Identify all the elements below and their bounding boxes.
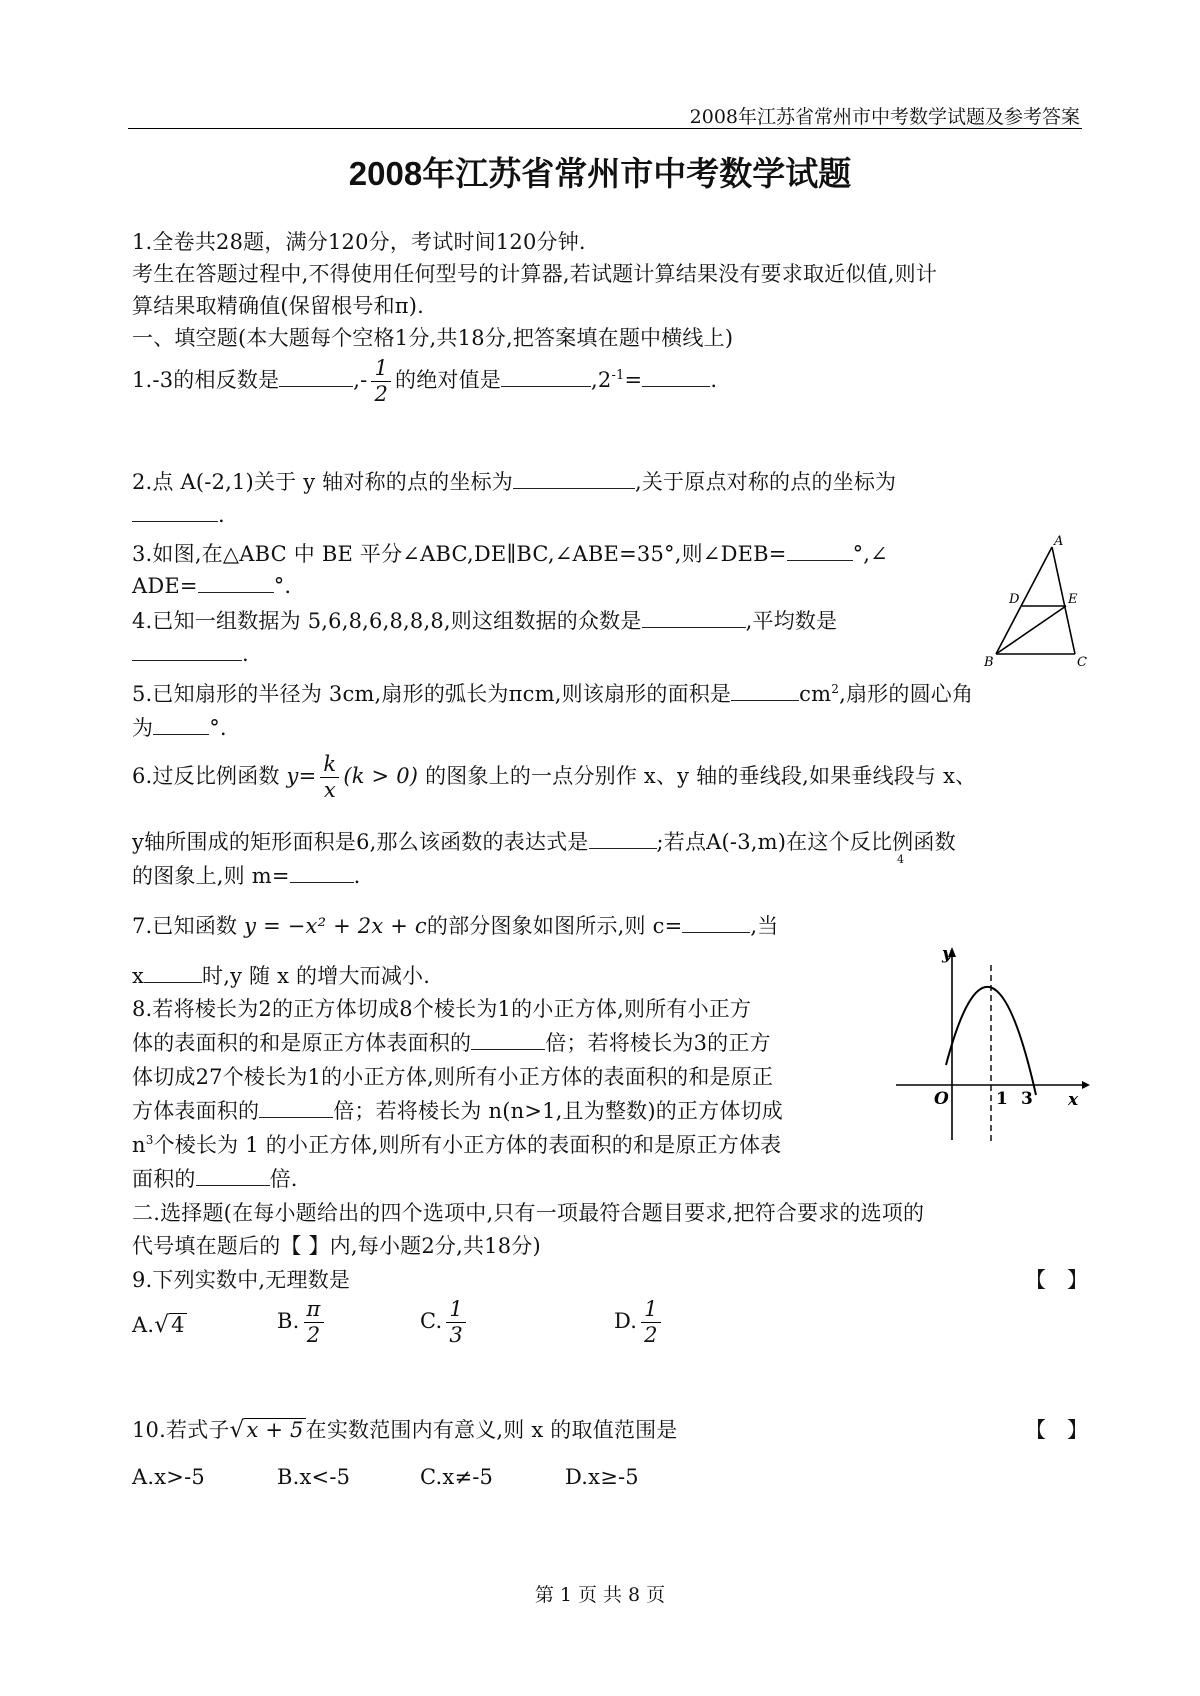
option-10d[interactable]: D.x≥-5	[565, 1465, 639, 1489]
question-8-line-5: $n^3$个棱长为 1 的小正方体,则所有小正方体的表面积的和是原正方体表	[132, 1133, 782, 1157]
label-c: C	[1077, 655, 1087, 670]
label-y: y	[942, 944, 952, 964]
page-footer: 第 1 页 共 8 页	[534, 1584, 666, 1606]
question-5-cont: 为 °.	[132, 712, 227, 742]
question-6-cont: y轴所围成的矩形面积是6,那么该函数的表达式是 ;若点A(-3,m)在这个反比例函数	[132, 826, 956, 856]
answer-blank[interactable]	[682, 911, 750, 933]
note-line-2: 考生在答题过程中,不得使用任何型号的计算器,若试题计算结果没有要求取近似值,则计	[132, 262, 938, 286]
answer-blank[interactable]	[198, 571, 274, 593]
answer-blank[interactable]	[290, 861, 354, 883]
option-9c[interactable]: C. $\frac{1}{3}$	[420, 1297, 470, 1348]
question-8-line-2: 体的表面积的和是原正方体表面积的 倍；若将棱长为3的正方	[132, 1027, 771, 1057]
question-3: 3.如图,在△ABC 中 BE 平分∠ABC,DE∥BC,∠ABE=35°,则∠DEB= °,∠	[132, 538, 888, 568]
parabola-figure	[890, 935, 1090, 1150]
question-7-cont: x 时,y 随 x 的增大而减小.	[132, 960, 430, 990]
question-6-cont-2: 的图象上,则 m= .	[132, 860, 361, 890]
option-9a[interactable]: A.√4	[132, 1312, 185, 1338]
question-8: 8.若将棱长为2的正方体切成8个棱长为1的小正方体,则所有小正方	[132, 997, 752, 1021]
answer-blank[interactable]	[787, 539, 853, 561]
section2-heading-cont: 代号填在题后的【 】内,每小题2分,共18分)	[132, 1234, 541, 1258]
option-10b[interactable]: B.x<-5	[277, 1465, 351, 1489]
question-3-cont: ADE= °.	[132, 571, 291, 598]
label-3: 3	[1021, 1089, 1033, 1109]
section2-heading: 二.选择题(在每小题给出的四个选项中,只有一项最符合题目要求,把符合要求的选项的	[132, 1201, 925, 1225]
answer-blank[interactable]	[642, 606, 746, 628]
stray-mark: 4	[897, 853, 904, 866]
option-9b[interactable]: B. $\frac{\pi}{2}$	[277, 1297, 328, 1348]
answer-blank[interactable]	[132, 639, 242, 661]
label-1: 1	[996, 1089, 1008, 1109]
option-9d[interactable]: D. $\frac{1}{2}$	[614, 1297, 665, 1348]
question-8-line-6: 面积的 倍.	[132, 1163, 298, 1193]
answer-blank[interactable]	[259, 1096, 333, 1118]
fraction-k-over-x: $\frac{k}{x}$	[320, 752, 339, 803]
running-header: 2008年江苏省常州市中考数学试题及参考答案	[689, 106, 1080, 128]
segment-be	[996, 606, 1066, 654]
question-5: 5.已知扇形的半径为 3cm,扇形的弧长为πcm,则该扇形的面积是 $cm^2$,扇形的圆心角	[132, 678, 973, 708]
question-1: 1.-3的相反数是 ,- $\frac{1}{2}$ 的绝对值是 $,2^{-1}=$ .	[132, 356, 718, 407]
answer-blank[interactable]	[132, 500, 218, 522]
label-e: E	[1068, 592, 1078, 607]
answer-blank[interactable]	[471, 1028, 545, 1050]
answer-blank[interactable]	[513, 467, 635, 489]
question-6: 6.过反比例函数 y= $\frac{k}{x}$ (k > 0) 的图象上的一点分别作 x、y 轴的垂线段,如果垂线段与 x、	[132, 752, 977, 803]
question-4: 4.已知一组数据为 5,6,8,6,8,8,8,则这组数据的众数是 ,平均数是	[132, 605, 837, 635]
answer-blank[interactable]	[731, 679, 799, 701]
note-line-3: 算结果取精确值(保留根号和π).	[132, 294, 425, 318]
question-8-line-3: 体切成27个棱长为1的小正方体,则所有小正方体的表面积的和是原正	[132, 1065, 774, 1089]
fraction-half: $\frac{1}{2}$	[371, 356, 391, 407]
answer-blank[interactable]	[642, 365, 710, 387]
label-a: A	[1054, 535, 1064, 549]
x-axis-arrow	[1082, 1081, 1090, 1089]
answer-blank[interactable]	[279, 365, 353, 387]
answer-blank[interactable]	[144, 961, 202, 983]
question-7: 7.已知函数 y = −x² + 2x + c的部分图象如图所示,则 c= ,当	[132, 910, 778, 940]
answer-blank[interactable]	[153, 713, 209, 735]
question-2: 2.点 A(-2,1)关于 y 轴对称的点的坐标为 ,关于原点对称的点的坐标为	[132, 466, 896, 496]
answer-bracket[interactable]: 【 】	[1025, 1268, 1088, 1292]
option-10c[interactable]: C.x≠-5	[420, 1465, 494, 1489]
answer-blank[interactable]	[501, 365, 591, 387]
question-10: 10.若式子√x + 5在实数范围内有意义,则 x 的取值范围是	[132, 1417, 678, 1443]
question-4-cont: .	[132, 639, 249, 666]
question-2-cont: .	[132, 500, 225, 527]
answer-blank[interactable]	[196, 1164, 270, 1186]
page-title: 2008年江苏省常州市中考数学试题	[348, 155, 852, 192]
label-origin: O	[934, 1089, 949, 1109]
label-b: B	[984, 655, 994, 670]
triangle-figure	[980, 535, 1100, 670]
question-8-line-4: 方体表面积的 倍；若将棱长为 n(n>1,且为整数)的正方体切成	[132, 1095, 783, 1125]
answer-blank[interactable]	[589, 827, 657, 849]
note-line-1: 1.全卷共28题，满分120分，考试时间120分钟.	[132, 230, 586, 254]
option-10a[interactable]: A.x>-5	[132, 1465, 205, 1489]
side-ab	[996, 547, 1052, 654]
label-d: D	[1009, 592, 1020, 607]
section1-heading: 一、填空题(本大题每个空格1分,共18分,把答案填在题中横线上)	[132, 326, 734, 350]
question-9: 9.下列实数中,无理数是	[132, 1268, 351, 1292]
answer-bracket[interactable]: 【 】	[1025, 1418, 1088, 1442]
label-x: x	[1068, 1090, 1079, 1110]
header-rule	[128, 128, 1082, 129]
